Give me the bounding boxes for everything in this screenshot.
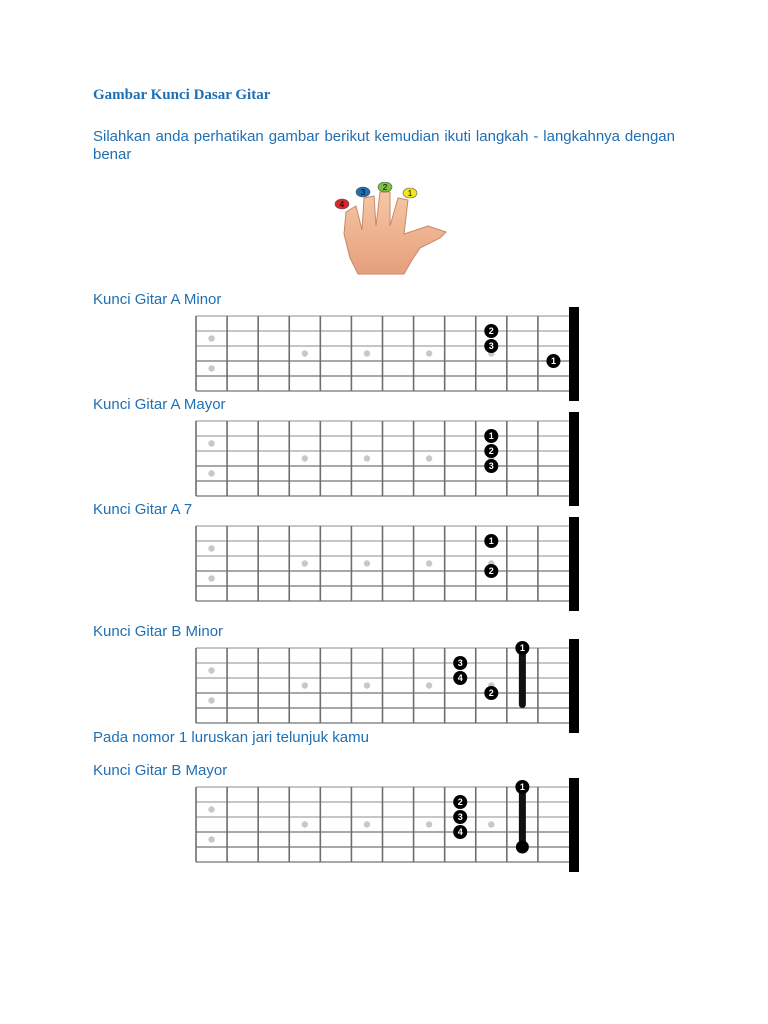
fret-inlay-marker: [426, 682, 432, 688]
guitar-nut: [569, 307, 579, 401]
finger-dot-number: 2: [488, 446, 494, 457]
fret-inlay-marker: [208, 667, 214, 673]
finger-dot-number: 2: [457, 797, 463, 808]
guitar-nut: [569, 639, 579, 733]
chord-diagram-b-major: [193, 778, 582, 872]
barre-end-dot: [516, 841, 529, 854]
finger-dot-number: 1: [488, 431, 494, 442]
finger-dot-number: 4: [457, 673, 463, 684]
finger-dot-number: 3: [488, 341, 494, 352]
finger-dot-number: 1: [550, 356, 556, 367]
fret-inlay-marker: [208, 365, 214, 371]
fret-inlay-marker: [364, 455, 370, 461]
fret-inlay-marker: [302, 560, 308, 566]
fret-inlay-marker: [208, 575, 214, 581]
page-title: Gambar Kunci Dasar Gitar: [93, 87, 271, 103]
finger-number: 4: [339, 200, 345, 209]
finger-dot-number: 2: [488, 326, 494, 337]
fret-inlay-marker: [208, 440, 214, 446]
chord-diagram-a-major: [193, 412, 582, 506]
fret-inlay-marker: [426, 455, 432, 461]
finger-dot-number: 3: [457, 812, 463, 823]
guitar-nut: [569, 778, 579, 872]
barre-bar: [519, 648, 526, 708]
chord-diagram-b-minor: [193, 639, 582, 733]
finger-number: 1: [407, 189, 413, 198]
finger-dot-number: 3: [488, 461, 494, 472]
finger-dot-number: 4: [457, 827, 463, 838]
finger-dot-number: 2: [488, 566, 494, 577]
finger-number: 2: [382, 183, 388, 192]
fret-inlay-marker: [208, 806, 214, 812]
finger-dot-number: 1: [519, 782, 525, 793]
intro-paragraph: Silahkan anda perhatikan gambar berikut kemudian ikuti langkah - langkahnya dengan benar: [93, 128, 675, 163]
guitar-nut: [569, 517, 579, 611]
finger-dot-number: 3: [457, 658, 463, 669]
fret-inlay-marker: [426, 560, 432, 566]
chord-diagram-a7: [193, 517, 582, 611]
finger-dot-number: 1: [488, 536, 494, 547]
fret-inlay-marker: [302, 455, 308, 461]
chord-diagram-a-minor: [193, 307, 582, 401]
finger-dot-number: 1: [519, 643, 525, 654]
fret-inlay-marker: [364, 682, 370, 688]
fret-inlay-marker: [302, 682, 308, 688]
fret-inlay-marker: [208, 697, 214, 703]
finger-number: 3: [360, 188, 366, 197]
fret-inlay-marker: [426, 821, 432, 827]
hand-finger-number-icon: [330, 182, 450, 276]
chord-heading-b-major: Kunci Gitar B Mayor: [93, 762, 228, 779]
barre-note: Pada nomor 1 luruskan jari telunjuk kamu: [93, 729, 369, 746]
fret-inlay-marker: [208, 545, 214, 551]
barre-bar: [519, 787, 526, 847]
fret-inlay-marker: [208, 335, 214, 341]
fret-inlay-marker: [364, 350, 370, 356]
chord-heading-a7: Kunci Gitar A 7: [93, 501, 193, 518]
fret-inlay-marker: [208, 470, 214, 476]
fret-inlay-marker: [426, 350, 432, 356]
fret-inlay-marker: [364, 821, 370, 827]
fret-inlay-marker: [302, 821, 308, 827]
chord-heading-a-minor: Kunci Gitar A Minor: [93, 291, 222, 308]
fret-inlay-marker: [302, 350, 308, 356]
fret-inlay-marker: [208, 836, 214, 842]
chord-heading-b-minor: Kunci Gitar B Minor: [93, 623, 224, 640]
fret-inlay-marker: [488, 821, 494, 827]
finger-dot-number: 2: [488, 688, 494, 699]
guitar-nut: [569, 412, 579, 506]
chord-heading-a-major: Kunci Gitar A Mayor: [93, 396, 226, 413]
fret-inlay-marker: [364, 560, 370, 566]
